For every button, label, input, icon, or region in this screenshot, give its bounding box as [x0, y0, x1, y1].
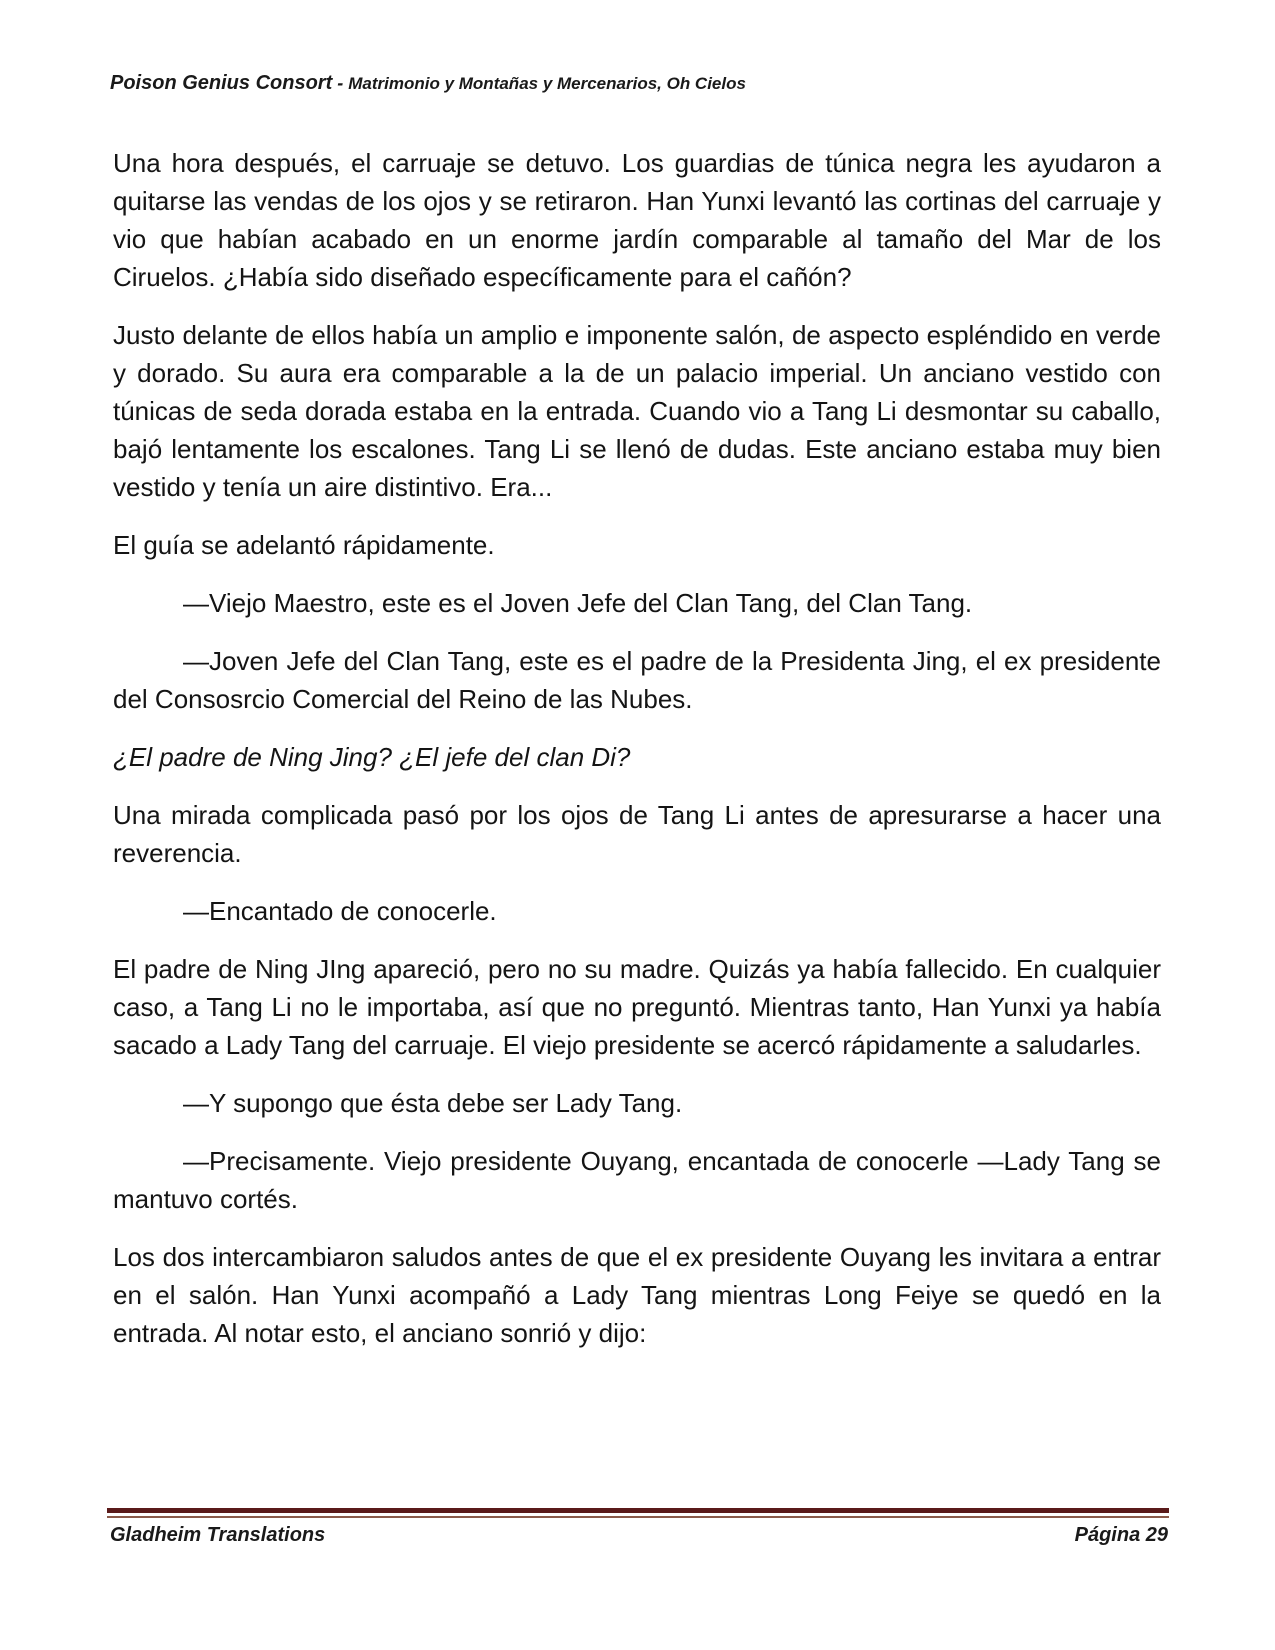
- dialogue-line: —Encantado de conocerle.: [183, 896, 497, 926]
- running-header: [110, 72, 1170, 95]
- translator-credit: Gladheim Translations: [110, 1524, 326, 1546]
- paragraph: Una hora después, el carruaje se detuvo. Los guardias de túnica negra les ayudaron a quitarse las vendas de los ojos y se retiraron. Han Yunxi levantó las cortinas del carruaje y vio que habían acabado en un enorme jardín comparable al tamaño del Mar de los Ciruelos. ¿Había sido diseñado específicamente para el cañón?: [113, 148, 1161, 292]
- paragraph: Justo delante de ellos había un amplio e imponente salón, de aspecto espléndido en verde y dorado. Su aura era comparable a la de un palacio imperial. Un anciano vestido con túnicas de seda dorada estaba en la entrada. Cuando vio a Tang Li desmontar su caballo, bajó lentamente los escalones. Tang Li se llenó de dudas. Este anciano estaba muy bien vestido y tenía un aire distintivo. Era...: [113, 320, 1161, 502]
- book-title: Poison Genius Consort: [110, 72, 333, 94]
- paragraph: Los dos intercambiaron saludos antes de que el ex presidente Ouyang les invitara a entrar en el salón. Han Yunxi acompañó a Lady Tang mientras Long Feiye se quedó en la entrada. Al notar esto, el anciano sonrió y dijo:: [113, 1242, 1161, 1348]
- dialogue-line: —Y supongo que ésta debe ser Lady Tang.: [183, 1088, 683, 1118]
- running-footer: [110, 1524, 1168, 1547]
- paragraph: El guía se adelantó rápidamente.: [113, 530, 495, 560]
- footer-divider-thick: [107, 1508, 1169, 1513]
- footer-divider-thin: [107, 1516, 1169, 1518]
- dialogue-line: —Joven Jefe del Clan Tang, este es el padre de la Presidenta Jing, el ex presidente del Consosrcio Comercial del Reino de las Nubes.: [113, 646, 1161, 714]
- page-body: [113, 144, 1161, 1372]
- inner-thought: ¿El padre de Ning Jing? ¿El jefe del clan Di?: [113, 742, 631, 772]
- footer-divider: [107, 1508, 1169, 1518]
- chapter-title: Matrimonio y Montañas y Mercenarios, Oh Cielos: [348, 74, 746, 93]
- dialogue-line: —Viejo Maestro, este es el Joven Jefe del Clan Tang, del Clan Tang.: [183, 588, 973, 618]
- dialogue-line: —Precisamente. Viejo presidente Ouyang, encantada de conocerle —Lady Tang se mantuvo cortés.: [113, 1146, 1161, 1214]
- paragraph: Una mirada complicada pasó por los ojos de Tang Li antes de apresurarse a hacer una reverencia.: [113, 800, 1161, 868]
- page-number: Página 29: [1074, 1524, 1168, 1546]
- header-separator: -: [332, 73, 349, 93]
- paragraph: El padre de Ning JIng apareció, pero no su madre. Quizás ya había fallecido. En cualquier caso, a Tang Li no le importaba, así que no preguntó. Mientras tanto, Han Yunxi ya había sacado a Lady Tang del carruaje. El viejo presidente se acercó rápidamente a saludarles.: [113, 954, 1161, 1060]
